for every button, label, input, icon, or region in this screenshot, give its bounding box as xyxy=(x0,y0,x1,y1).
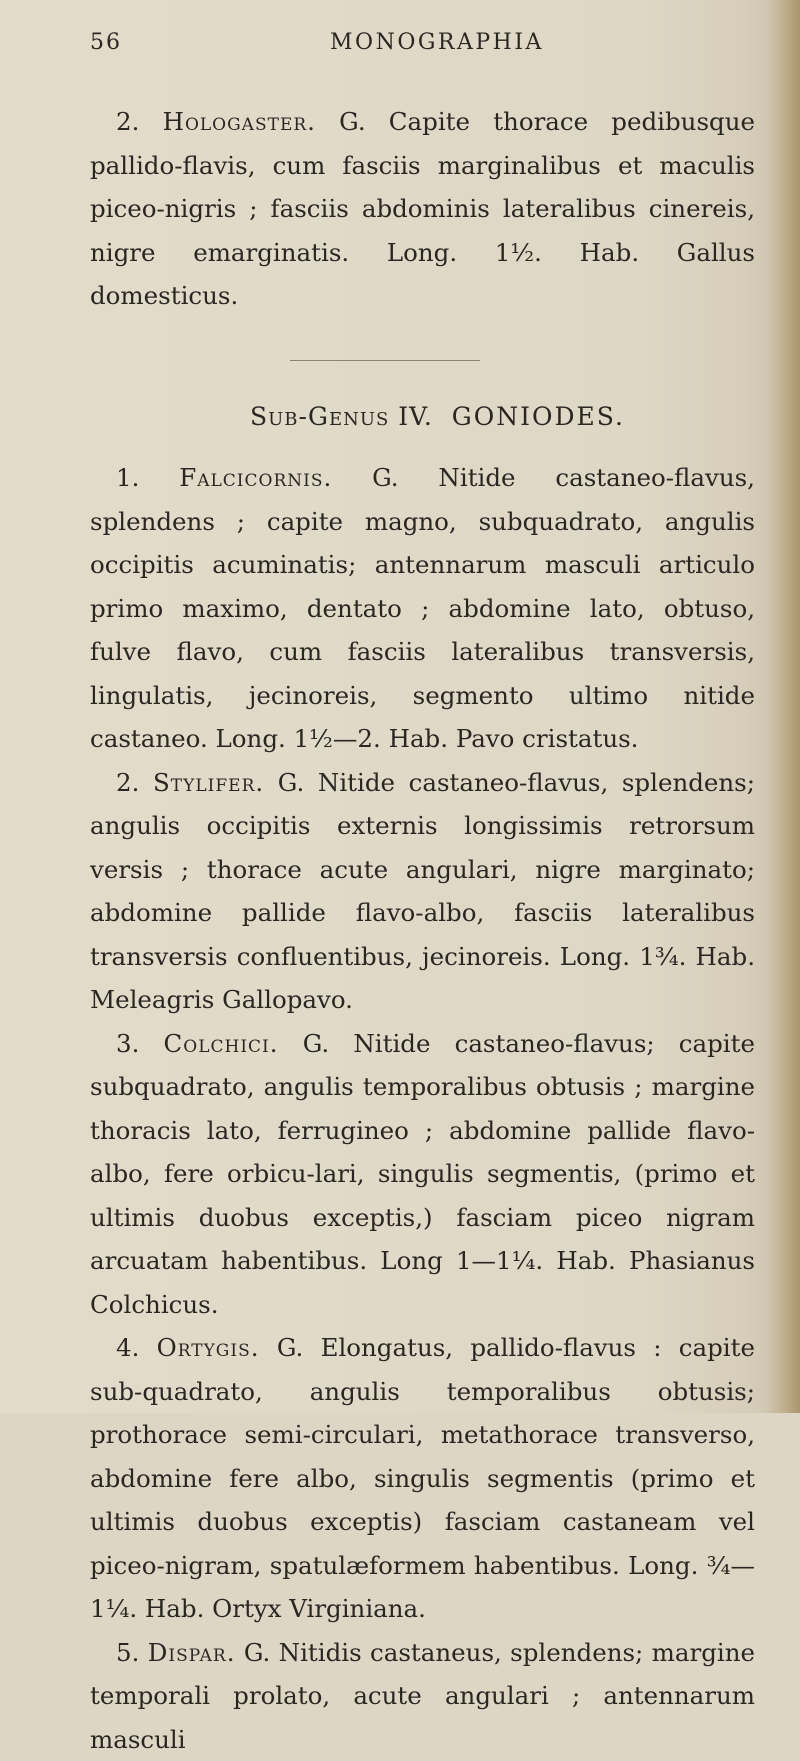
species-name: Dispar. xyxy=(148,1638,236,1667)
subgenus-name: GONIODES. xyxy=(452,402,625,431)
section-divider xyxy=(290,360,480,361)
species-description: G. Nitide castaneo-flavus; capite subquadrato, angulis temporalibus obtusis ; margine thoracis lato, ferrugineo ; abdomine pallide flavo-albo, fere orbicu-lari, singulis segmentis, (primo et ultimis duobus exceptis,) fasciam piceo nigram arcuatam habentibus. Long 1—1¼. Hab. Phasianus Colchicus. xyxy=(90,1029,755,1319)
species-name: Falcicornis. xyxy=(179,463,332,492)
entry-number: 1. xyxy=(116,463,139,492)
species-entry xyxy=(90,1631,755,1761)
subgenus-heading xyxy=(120,395,755,439)
species-name: Ortygis. xyxy=(157,1333,260,1362)
species-entry xyxy=(90,456,755,761)
entry-number: 2. xyxy=(116,107,139,136)
species-entry xyxy=(90,761,755,1022)
species-name: Stylifer. xyxy=(153,768,264,797)
entry-number: 4. xyxy=(116,1333,139,1362)
species-description: G. Elongatus, pallido-flavus : capite sub-quadrato, angulis temporalibus obtusis; prothorace semi-circulari, metathorace transverso, abdomine fere albo, singulis segmentis (primo et ultimis duobus exceptis) fasciam castaneam vel piceo-nigram, spatulæformem habentibus. Long. ¾—1¼. Hab. Ortyx Virginiana. xyxy=(90,1333,755,1623)
entry-number: 2. xyxy=(116,768,139,797)
species-description: G. Nitidis castaneus, splendens; margine temporali prolato, acute angulari ; antennarum masculi xyxy=(90,1638,755,1754)
species-description: G. Nitide castaneo-flavus, splendens ; capite magno, subquadrato, angulis occipitis acuminatis; antennarum masculi articulo primo maximo, dentato ; abdomine lato, obtuso, fulve flavo, cum fasciis lateralibus transversis, lingulatis, jecinoreis, segmento ultimo nitide castaneo. Long. 1½—2. Hab. Pavo cristatus. xyxy=(90,463,755,753)
page-header xyxy=(90,30,730,70)
species-entry xyxy=(90,1022,755,1327)
page-number: 56 xyxy=(90,30,122,55)
entry-number: 3. xyxy=(116,1029,139,1058)
page-body xyxy=(90,100,755,1761)
species-description: G. Nitide castaneo-flavus, splendens; angulis occipitis externis longissimis retrorsum versis ; thorace acute angulari, nigre marginato; abdomine pallide flavo-albo, fasciis lateralibus transversis confluentibus, jecinoreis. Long. 1¾. Hab. Meleagris Gallopavo. xyxy=(90,768,755,1015)
page-edge xyxy=(766,0,800,1413)
species-name: Hologaster. xyxy=(163,107,316,136)
entry-number: 5. xyxy=(116,1638,139,1667)
species-name: Colchici. xyxy=(164,1029,279,1058)
species-entry xyxy=(90,100,755,318)
subgenus-label: Sub-Genus IV. xyxy=(250,402,433,431)
species-entry xyxy=(90,1326,755,1631)
running-title: MONOGRAPHIA xyxy=(330,30,544,55)
species-description: G. Capite thorace pedibusque pallido-flavis, cum fasciis marginalibus et maculis piceo-nigris ; fasciis abdominis lateralibus cinereis, nigre emarginatis. Long. 1½. Hab. Gallus domesticus. xyxy=(90,107,755,310)
